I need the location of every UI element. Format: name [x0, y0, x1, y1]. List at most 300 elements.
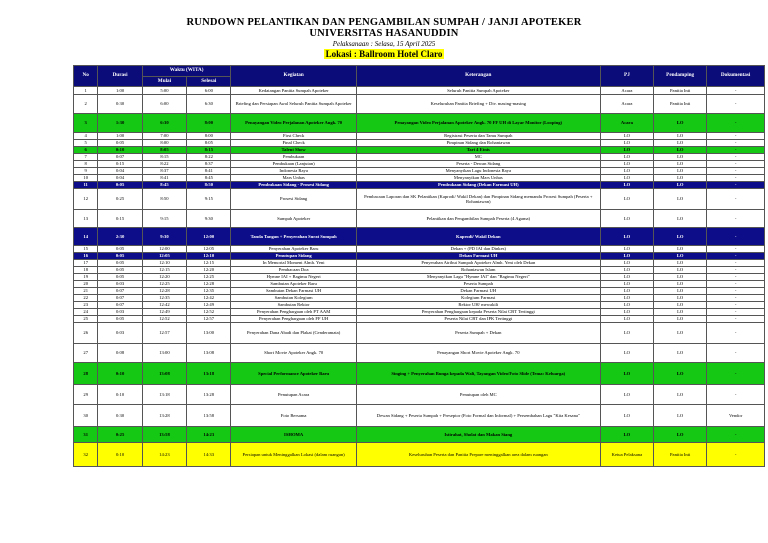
cell-dokumentasi: -	[707, 87, 765, 95]
cell-dokumentasi: -	[707, 210, 765, 228]
cell-dokumentasi: -	[707, 175, 765, 182]
table-row	[74, 385, 765, 405]
cell-kegiatan: Briefing dan Persiapan Awal Seluruh Panitia Sumpah Apoteker	[231, 95, 356, 114]
cell-durasi: 0:10	[98, 363, 142, 385]
cell-kegiatan: Penyerahan Apoteker Baru	[231, 246, 356, 253]
cell-mulai: 13:08	[142, 363, 186, 385]
cell-keterangan: Menyanyikan Lagu "Hymne IAI" dan "Bagimu Negeri"	[356, 274, 600, 281]
cell-pendamping: LO	[654, 267, 707, 274]
cell-no: 26	[74, 323, 98, 344]
table-row	[74, 182, 765, 189]
cell-no: 8	[74, 161, 98, 168]
cell-dokumentasi: -	[707, 363, 765, 385]
cell-selesai: 8:00	[187, 114, 231, 133]
cell-mulai: 12:25	[142, 281, 186, 288]
event-date: Pelaksanaan : Selasa, 15 April 2025	[332, 40, 436, 48]
cell-selesai: 8:50	[187, 182, 231, 189]
cell-dokumentasi: -	[707, 140, 765, 147]
cell-no: 6	[74, 147, 98, 154]
table-row	[74, 316, 765, 323]
cell-dokumentasi: -	[707, 228, 765, 246]
cell-durasi: 1:00	[98, 87, 142, 95]
cell-pj: LO	[600, 260, 653, 267]
cell-mulai: 12:52	[142, 316, 186, 323]
table-row	[74, 246, 765, 253]
cell-mulai: 6:30	[142, 114, 186, 133]
cell-pj: LO	[600, 281, 653, 288]
cell-mulai: 13:00	[142, 344, 186, 363]
cell-pj: LO	[600, 405, 653, 427]
table-row	[74, 295, 765, 302]
table-row	[74, 114, 765, 133]
cell-durasi: 0:25	[98, 189, 142, 210]
cell-kegiatan: Pembacaan Doa	[231, 267, 356, 274]
cell-selesai: 12:35	[187, 288, 231, 295]
cell-keterangan: Registrasi Peserta dan Tamu Sumpah	[356, 133, 600, 140]
cell-pj: LO	[600, 147, 653, 154]
cell-kegiatan: Tanda Tangan + Penyerahan Surat Sumpah	[231, 228, 356, 246]
cell-pendamping: Panitia Inti	[654, 443, 707, 467]
cell-no: 23	[74, 302, 98, 309]
cell-dokumentasi: Vendor	[707, 405, 765, 427]
cell-selesai: 13:18	[187, 363, 231, 385]
cell-durasi: 0:07	[98, 295, 142, 302]
col-selesai: Selesai	[187, 77, 231, 87]
table-row	[74, 260, 765, 267]
cell-dokumentasi: -	[707, 443, 765, 467]
cell-dokumentasi: -	[707, 253, 765, 260]
cell-selesai: 12:15	[187, 260, 231, 267]
cell-selesai: 12:25	[187, 274, 231, 281]
cell-durasi: 0:05	[98, 316, 142, 323]
cell-dokumentasi: -	[707, 189, 765, 210]
cell-pj: LO	[600, 228, 653, 246]
cell-kegiatan: Penyerahan Penghargaan oleh FF UH	[231, 316, 356, 323]
cell-dokumentasi: -	[707, 274, 765, 281]
cell-pendamping: LO	[654, 281, 707, 288]
table-row	[74, 363, 765, 385]
cell-dokumentasi: -	[707, 182, 765, 189]
cell-pendamping: LO	[654, 302, 707, 309]
document-subtitle-university: UNIVERSITAS HASANUDDIN	[309, 28, 459, 39]
cell-keterangan: Singing + Penyerahan Bunga kepada Wali, Tayangan Video/Foto Slide (Tema: Keluarga)	[356, 363, 600, 385]
table-row	[74, 140, 765, 147]
cell-pj: LO	[600, 267, 653, 274]
cell-pendamping: LO	[654, 260, 707, 267]
cell-selesai: 12:57	[187, 316, 231, 323]
col-pj: PJ	[600, 66, 653, 87]
table-row	[74, 443, 765, 467]
cell-pj: LO	[600, 344, 653, 363]
cell-keterangan: Keseluruhan Panitia Briefing + Div. masing-masing	[356, 95, 600, 114]
cell-durasi: 0:03	[98, 323, 142, 344]
cell-kegiatan: Sambutan Dekan Farmasi UH	[231, 288, 356, 295]
cell-mulai: 8:15	[142, 154, 186, 161]
cell-durasi: 0:08	[98, 344, 142, 363]
table-row	[74, 87, 765, 95]
cell-dokumentasi: -	[707, 147, 765, 154]
cell-pj: LO	[600, 246, 653, 253]
cell-dokumentasi: -	[707, 95, 765, 114]
cell-durasi: 0:05	[98, 182, 142, 189]
cell-mulai: 12:20	[142, 274, 186, 281]
cell-pendamping: LO	[654, 168, 707, 175]
table-row	[74, 133, 765, 140]
cell-pendamping: LO	[654, 228, 707, 246]
cell-pendamping: LO	[654, 133, 707, 140]
cell-keterangan: Peserta - Dewan Sidang	[356, 161, 600, 168]
cell-kegiatan: Penyerahan Penghargaan oleh PT AAM	[231, 309, 356, 316]
cell-no: 20	[74, 281, 98, 288]
cell-keterangan: Menyanyikan Lagu Indonesia Raya	[356, 168, 600, 175]
cell-no: 28	[74, 363, 98, 385]
cell-mulai: 5:00	[142, 87, 186, 95]
col-keterangan: Keterangan	[356, 66, 600, 87]
cell-no: 18	[74, 267, 98, 274]
cell-kegiatan: Persiapan untuk Meninggalkan Lokasi (dalam ruangan)	[231, 443, 356, 467]
cell-kegiatan: Penayangan Video Perjalanan Apoteker Angk. 70	[231, 114, 356, 133]
rundown-table	[73, 65, 765, 467]
cell-kegiatan: Prosesi Sidang	[231, 189, 356, 210]
cell-durasi: 0:04	[98, 168, 142, 175]
cell-pj: LO	[600, 302, 653, 309]
cell-kegiatan: ISHOMA	[231, 427, 356, 443]
cell-no: 32	[74, 443, 98, 467]
cell-dokumentasi: -	[707, 295, 765, 302]
cell-dokumentasi: -	[707, 281, 765, 288]
cell-selesai: 8:05	[187, 140, 231, 147]
cell-keterangan: Peserta Sumpah + Dekan	[356, 323, 600, 344]
cell-pendamping: LO	[654, 309, 707, 316]
table-row	[74, 344, 765, 363]
cell-kegiatan: Penutupan Acara	[231, 385, 356, 405]
table-row	[74, 168, 765, 175]
cell-no: 2	[74, 95, 98, 114]
cell-pendamping: LO	[654, 189, 707, 210]
cell-durasi: 0:05	[98, 260, 142, 267]
table-row	[74, 427, 765, 443]
cell-selesai: 12:20	[187, 267, 231, 274]
cell-pendamping: Panitia Inti	[654, 95, 707, 114]
cell-no: 31	[74, 427, 98, 443]
cell-dokumentasi: -	[707, 267, 765, 274]
cell-keterangan: Dekan Farmasi UH	[356, 288, 600, 295]
cell-pendamping: LO	[654, 147, 707, 154]
cell-durasi: 0:15	[98, 210, 142, 228]
cell-keterangan: Penayangan Video Perjalanan Apoteker Angk. 70 FF UH di Layar Monitor (Looping)	[356, 114, 600, 133]
cell-no: 5	[74, 140, 98, 147]
cell-pj: Acara	[600, 114, 653, 133]
cell-dokumentasi: -	[707, 385, 765, 405]
cell-dokumentasi: -	[707, 302, 765, 309]
table-row	[74, 267, 765, 274]
cell-selesai: 12:28	[187, 281, 231, 288]
cell-pj: LO	[600, 189, 653, 210]
cell-pj: LO	[600, 288, 653, 295]
cell-keterangan: Kolegium Farmasi	[356, 295, 600, 302]
cell-dokumentasi: -	[707, 260, 765, 267]
cell-pj: LO	[600, 253, 653, 260]
cell-keterangan: Pembacaan Laporan dan SK Pelantikan (Kaprodi/ Wakil Dekan) dan Pimpinan Sidang memandu Prosesi Sumpah (Peserta + Rohaniawan)	[356, 189, 600, 210]
cell-mulai: 12:10	[142, 260, 186, 267]
location-label: Lokasi : Ballroom Hotel Claro	[325, 49, 443, 59]
col-kegiatan: Kegiatan	[231, 66, 356, 87]
cell-pendamping: LO	[654, 114, 707, 133]
cell-pj: LO	[600, 385, 653, 405]
cell-selesai: 14:23	[187, 427, 231, 443]
cell-pj: LO	[600, 210, 653, 228]
cell-mulai: 8:45	[142, 182, 186, 189]
cell-pendamping: LO	[654, 363, 707, 385]
cell-keterangan: Dewan Sidang + Peserta Sumpah + Preseptor (Foto Formal dan Informal) + Persembahan Lagu "Kita Kesana"	[356, 405, 600, 427]
cell-no: 1	[74, 87, 98, 95]
cell-keterangan: Penayangan Short Movie Apoteker Angk. 70	[356, 344, 600, 363]
cell-no: 30	[74, 405, 98, 427]
cell-durasi: 0:07	[98, 302, 142, 309]
cell-no: 10	[74, 175, 98, 182]
table-row	[74, 405, 765, 427]
cell-selesai: 12:05	[187, 246, 231, 253]
cell-durasi: 0:05	[98, 246, 142, 253]
cell-keterangan: Tari 4 Etnis	[356, 147, 600, 154]
cell-kegiatan: Pembukaan Sidang - Prosesi Sidang	[231, 182, 356, 189]
cell-selesai: 8:15	[187, 147, 231, 154]
cell-pendamping: LO	[654, 295, 707, 302]
cell-durasi: 0:25	[98, 427, 142, 443]
table-row	[74, 95, 765, 114]
cell-selesai: 12:52	[187, 309, 231, 316]
cell-keterangan: Penyerahan Atribut Sumpah Apoteker Almh. Yeni oleh Dekan	[356, 260, 600, 267]
cell-dokumentasi: -	[707, 114, 765, 133]
cell-kegiatan: Hymne IAI + Bagimu Negeri	[231, 274, 356, 281]
col-pendamping: Pendamping	[654, 66, 707, 87]
cell-keterangan: Dekan + (PD IAI dan Dinkes)	[356, 246, 600, 253]
cell-durasi: 0:10	[98, 385, 142, 405]
cell-kegiatan: Mars Unhas	[231, 175, 356, 182]
cell-no: 25	[74, 316, 98, 323]
cell-mulai: 12:57	[142, 323, 186, 344]
cell-mulai: 12:15	[142, 267, 186, 274]
cell-no: 14	[74, 228, 98, 246]
cell-pendamping: LO	[654, 175, 707, 182]
col-no: No	[74, 66, 98, 87]
cell-pj: LO	[600, 133, 653, 140]
cell-keterangan: Penyerahan Penghargaan kepada Peserta Nilai CBT Tertinggi	[356, 309, 600, 316]
cell-selesai: 9:30	[187, 210, 231, 228]
cell-selesai: 13:28	[187, 385, 231, 405]
cell-pendamping: LO	[654, 316, 707, 323]
table-row	[74, 274, 765, 281]
cell-durasi: 0:03	[98, 309, 142, 316]
cell-mulai: 14:23	[142, 443, 186, 467]
cell-pj: Acara	[600, 87, 653, 95]
cell-dokumentasi: -	[707, 288, 765, 295]
cell-dokumentasi: -	[707, 344, 765, 363]
cell-selesai: 12:49	[187, 302, 231, 309]
cell-keterangan: Peserta Nilai CBT dan IPK Tertinggi	[356, 316, 600, 323]
cell-pendamping: LO	[654, 161, 707, 168]
cell-selesai: 6:30	[187, 95, 231, 114]
cell-dokumentasi: -	[707, 246, 765, 253]
cell-mulai: 13:18	[142, 385, 186, 405]
cell-mulai: 9:15	[142, 210, 186, 228]
cell-no: 9	[74, 168, 98, 175]
cell-pendamping: LO	[654, 140, 707, 147]
cell-mulai: 8:50	[142, 189, 186, 210]
cell-selesai: 13:00	[187, 323, 231, 344]
cell-dokumentasi: -	[707, 168, 765, 175]
cell-pendamping: LO	[654, 210, 707, 228]
cell-kegiatan: First Check	[231, 133, 356, 140]
cell-no: 24	[74, 309, 98, 316]
cell-kegiatan: Penutupan Sidang	[231, 253, 356, 260]
cell-pj: LO	[600, 427, 653, 443]
cell-selesai: 12:00	[187, 228, 231, 246]
cell-keterangan: Peserta Sumpah	[356, 281, 600, 288]
cell-no: 17	[74, 260, 98, 267]
cell-mulai: 7:00	[142, 133, 186, 140]
cell-keterangan: Istirahat, Sholat dan Makan Siang	[356, 427, 600, 443]
col-mulai: Mulai	[142, 77, 186, 87]
cell-mulai: 12:42	[142, 302, 186, 309]
cell-dokumentasi: -	[707, 133, 765, 140]
cell-no: 22	[74, 295, 98, 302]
cell-pendamping: LO	[654, 427, 707, 443]
cell-selesai: 12:42	[187, 295, 231, 302]
cell-pj: LO	[600, 309, 653, 316]
table-row	[74, 154, 765, 161]
cell-kegiatan: Talent Show	[231, 147, 356, 154]
cell-no: 29	[74, 385, 98, 405]
cell-kegiatan: Pembukaan	[231, 154, 356, 161]
cell-no: 13	[74, 210, 98, 228]
cell-pendamping: LO	[654, 385, 707, 405]
cell-kegiatan: Sambutan Rektor	[231, 302, 356, 309]
cell-mulai: 8:41	[142, 175, 186, 182]
cell-keterangan: Pembukaan Sidang (Dekan Farmasi UH)	[356, 182, 600, 189]
cell-pendamping: LO	[654, 405, 707, 427]
col-waktu: Waktu (WITA)	[142, 66, 231, 77]
cell-kegiatan: Pembukaan (Lanjutan)	[231, 161, 356, 168]
cell-pj: Ketua Pelaksana	[600, 443, 653, 467]
cell-kegiatan: Penyerahan Dana Abadi dan Plakat (Cenderamata)	[231, 323, 356, 344]
table-row	[74, 210, 765, 228]
table-row	[74, 228, 765, 246]
cell-durasi: 0:15	[98, 161, 142, 168]
table-row	[74, 302, 765, 309]
cell-no: 7	[74, 154, 98, 161]
cell-pendamping: LO	[654, 323, 707, 344]
table-row	[74, 161, 765, 168]
cell-keterangan: Pimpinan Sidang dan Rohaniawan	[356, 140, 600, 147]
cell-pendamping: LO	[654, 274, 707, 281]
cell-kegiatan: Sambutan Apoteker Baru	[231, 281, 356, 288]
table-row	[74, 175, 765, 182]
cell-durasi: 0:10	[98, 443, 142, 467]
cell-durasi: 0:05	[98, 253, 142, 260]
cell-durasi: 1:00	[98, 133, 142, 140]
table-row	[74, 281, 765, 288]
cell-dokumentasi: -	[707, 323, 765, 344]
cell-durasi: 0:05	[98, 140, 142, 147]
cell-pj: LO	[600, 363, 653, 385]
cell-no: 27	[74, 344, 98, 363]
cell-durasi: 0:10	[98, 147, 142, 154]
cell-no: 12	[74, 189, 98, 210]
cell-pj: LO	[600, 323, 653, 344]
cell-durasi: 0:30	[98, 95, 142, 114]
cell-no: 21	[74, 288, 98, 295]
cell-pj: LO	[600, 182, 653, 189]
cell-pj: LO	[600, 161, 653, 168]
cell-keterangan: Dekan Farmasi UH	[356, 253, 600, 260]
cell-selesai: 12:10	[187, 253, 231, 260]
cell-kegiatan: Indonesia Raya	[231, 168, 356, 175]
col-dokumentasi: Dokumentasi	[707, 66, 765, 87]
cell-selesai: 8:41	[187, 168, 231, 175]
cell-pendamping: LO	[654, 154, 707, 161]
cell-keterangan: Menyanyikan Mars Unhas	[356, 175, 600, 182]
cell-no: 19	[74, 274, 98, 281]
cell-mulai: 13:58	[142, 427, 186, 443]
cell-durasi: 0:07	[98, 288, 142, 295]
cell-mulai: 12:35	[142, 295, 186, 302]
cell-mulai: 12:00	[142, 246, 186, 253]
cell-pj: LO	[600, 154, 653, 161]
cell-mulai: 6:00	[142, 95, 186, 114]
cell-selesai: 8:45	[187, 175, 231, 182]
table-row	[74, 253, 765, 260]
cell-selesai: 8:22	[187, 154, 231, 161]
cell-selesai: 9:15	[187, 189, 231, 210]
cell-selesai: 8:37	[187, 161, 231, 168]
cell-mulai: 12:05	[142, 253, 186, 260]
cell-pj: LO	[600, 140, 653, 147]
cell-keterangan: MC	[356, 154, 600, 161]
cell-pj: Acara	[600, 95, 653, 114]
cell-pendamping: Panitia Inti	[654, 87, 707, 95]
cell-selesai: 8:00	[187, 133, 231, 140]
cell-durasi: 0:03	[98, 281, 142, 288]
cell-kegiatan: Kedatangan Panitia Sumpah Apoteker	[231, 87, 356, 95]
cell-keterangan: Pelantikan dan Pengambilan Sumpah Peserta (4 Agama)	[356, 210, 600, 228]
table-row	[74, 288, 765, 295]
cell-pj: LO	[600, 316, 653, 323]
cell-kegiatan: In Memorial Moment Almh. Yeni	[231, 260, 356, 267]
cell-kegiatan: Final Check	[231, 140, 356, 147]
cell-pj: LO	[600, 175, 653, 182]
cell-keterangan: Keseluruhan Peserta dan Panitia Prepare meninggalkan area dalam ruangan	[356, 443, 600, 467]
cell-selesai: 13:08	[187, 344, 231, 363]
cell-pendamping: LO	[654, 182, 707, 189]
cell-pj: LO	[600, 295, 653, 302]
cell-kegiatan: Sumpah Apoteker	[231, 210, 356, 228]
table-row	[74, 309, 765, 316]
cell-mulai: 12:49	[142, 309, 186, 316]
cell-mulai: 12:28	[142, 288, 186, 295]
cell-kegiatan: Sambutan Kolegium	[231, 295, 356, 302]
cell-kegiatan: Special Performance Apoteker Baru	[231, 363, 356, 385]
cell-dokumentasi: -	[707, 154, 765, 161]
table-row	[74, 189, 765, 210]
event-location	[0, 50, 768, 59]
cell-kegiatan: Foto Bersama	[231, 405, 356, 427]
cell-durasi: 1:30	[98, 114, 142, 133]
cell-no: 11	[74, 182, 98, 189]
cell-durasi: 2:30	[98, 228, 142, 246]
cell-mulai: 13:28	[142, 405, 186, 427]
col-durasi: Durasi	[98, 66, 142, 87]
